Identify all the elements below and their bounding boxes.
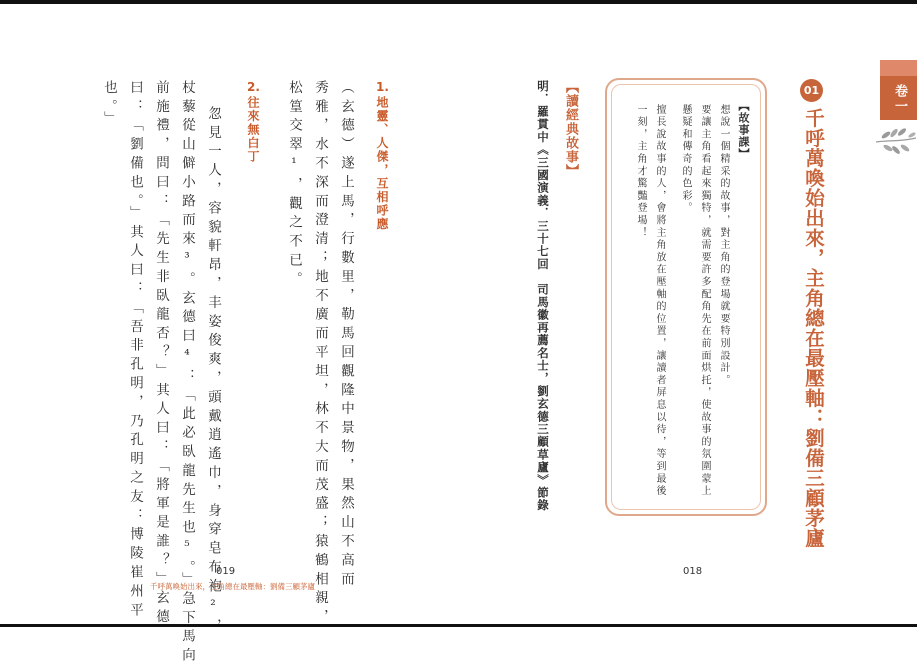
story-box-label: 【故事課】 — [737, 100, 750, 160]
story-line-1: 想說一個精采的故事，對主角的登場就要特別設計。 — [718, 104, 729, 387]
volume-tab-label: 卷一 — [892, 84, 907, 114]
passage-2-line-4: 曰：「劉備也。」其人曰：「吾非孔明，乃孔明之友：博陵崔州平 — [127, 80, 143, 622]
passage-2-line-3: 前施禮，問曰：「先生非臥龍否？」其人曰：「將軍是誰？」玄德 — [153, 80, 169, 629]
passage-1-line-3: 松篁交翠¹，觀之不已。 — [286, 80, 302, 291]
story-line-5: 一刻，主角才驚豔登場！ — [635, 104, 646, 240]
section-1-number: 1. — [376, 80, 389, 94]
classic-story-heading: 【讀經典故事】 — [563, 80, 578, 178]
page-number-right: 018 — [683, 566, 703, 577]
page-number-left: 019 — [216, 566, 236, 577]
passage-1-line-2: 秀雅，水不深而澄清；地不廣而平坦，林不大而茂盛；猿鶴相親， — [312, 80, 328, 629]
leaf-ornament-icon — [874, 124, 917, 160]
top-edge-bar — [0, 0, 917, 4]
source-citation: 明．羅貫中《三國演義．三十七回 司馬徽再薦名士，劉玄德三顧草廬》節錄 — [536, 80, 550, 512]
passage-2-line-1: 忽見一人，容貌軒昂，丰姿俊爽，頭戴逍遙巾，身穿皂布袍²， — [205, 106, 221, 638]
passage-1-line-1: （玄德）遂上馬，行數里，勒馬回觀隆中景物，果然山不高而 — [338, 80, 354, 591]
chapter-number-badge: 01 — [800, 79, 823, 102]
section-2-heading: 往來無白丁 — [246, 96, 260, 164]
section-1-heading: 地靈、人傑，互相呼應 — [375, 96, 389, 231]
running-footer: 千呼萬喚始出來，主角總在最壓軸：劉備三顧茅廬 — [150, 582, 315, 591]
story-line-4: 擅長說故事的人，會將主角放在壓軸的位置，讓讀者屏息以待，等到最後 — [654, 104, 665, 498]
passage-2-line-2: 杖藜從山僻小路而來³。玄德曰⁴：「此必臥龍先生也⁵。」急下馬向 — [179, 80, 195, 667]
story-line-3: 懸疑和傳奇的色彩。 — [680, 104, 691, 215]
section-2-number: 2. — [247, 80, 260, 94]
passage-2-line-5: 也。」 — [101, 80, 117, 130]
volume-tab-highlight — [880, 60, 917, 76]
story-line-2: 要讓主角看起來獨特，就需要許多配角先在前面烘托，使故事的氛圍蒙上 — [699, 104, 710, 498]
chapter-title: 千呼萬喚始出來，主角總在最壓軸：劉備三顧茅廬 — [802, 108, 825, 548]
